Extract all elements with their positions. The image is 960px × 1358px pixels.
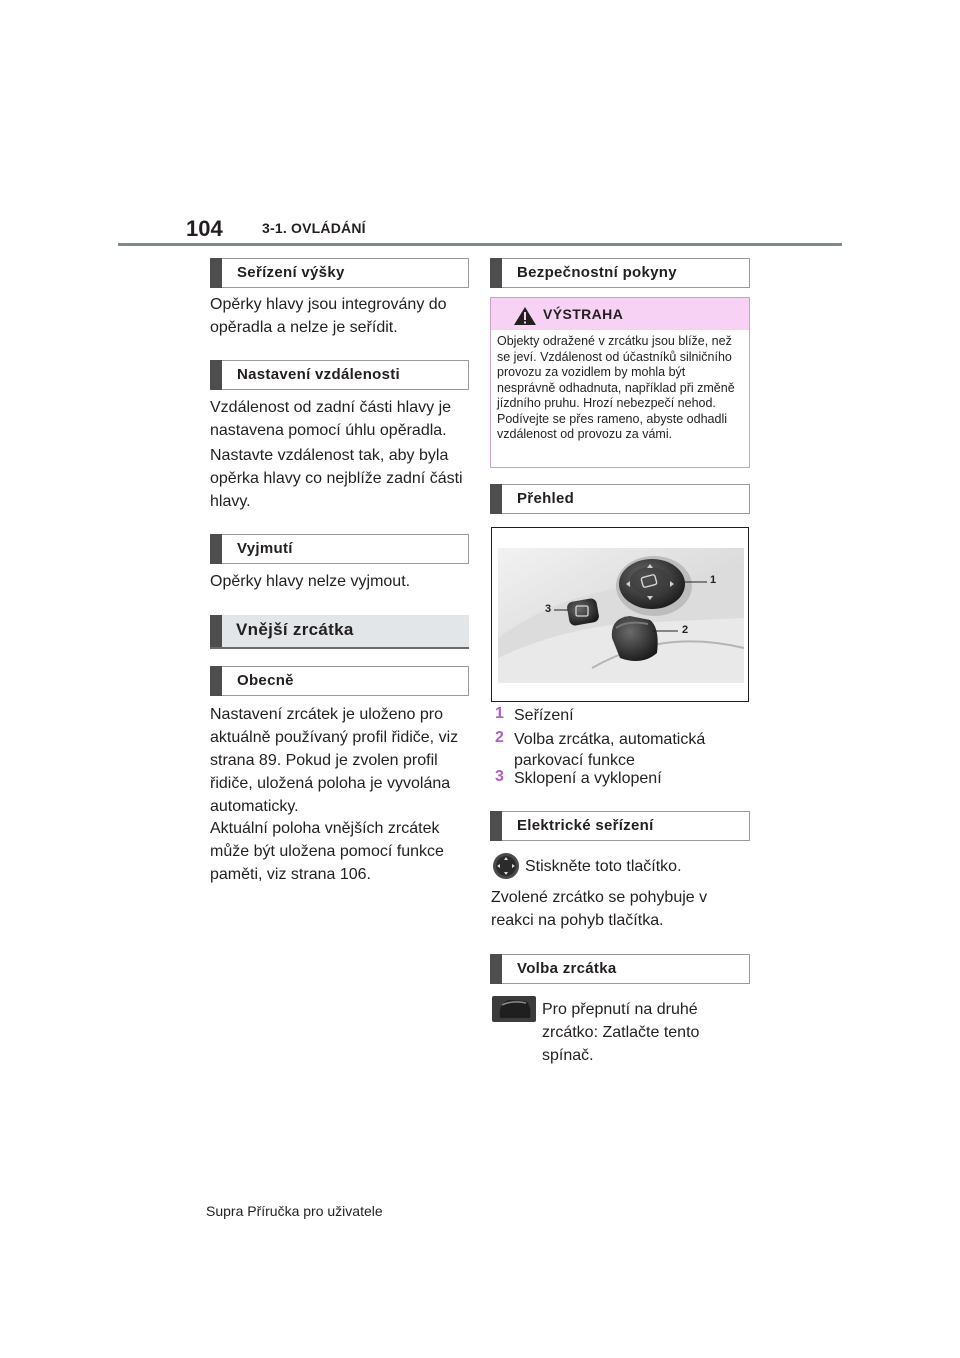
section-heading-vnější-zrcátka <box>210 615 469 649</box>
heading-label: Elektrické seřízení <box>517 817 654 834</box>
heading-volba-zrcátka <box>490 954 750 984</box>
heading-bar <box>490 258 502 288</box>
header-rule <box>118 243 842 246</box>
heading-label: Přehled <box>517 490 575 507</box>
page-number: 104 <box>186 216 223 241</box>
warning-box <box>490 297 750 468</box>
figure-label-3: 3 <box>545 603 552 615</box>
heading-bar <box>210 615 222 647</box>
paragraph: Opěrky hlavy jsou integrovány do opěradla a nelze je seřídit. <box>210 296 447 336</box>
heading-label: Bezpečnostní pokyny <box>517 264 677 281</box>
heading-label: Obecně <box>237 672 294 689</box>
list-number: 2 <box>495 729 504 746</box>
heading-label: Seřízení výšky <box>237 264 345 281</box>
heading-bar <box>210 534 222 564</box>
paragraph: Stiskněte toto tlačítko. <box>525 858 682 875</box>
warning-text: Objekty odražené v zrcátku jsou blíže, než se jeví. Vzdálenost od účastníků silničního provozu za vozidlem by mohla být nesprávně odhadnuta, například při změně jízdního pruhu. Hrozí nebezpečí nehod. Podívejte se přes rameno, abyste odhadli vzdálenost od provozu za vámi. <box>497 334 735 441</box>
warning-title: VÝSTRAHA <box>543 306 624 322</box>
heading-bar <box>210 666 222 696</box>
paragraph: Vzdálenost od zadní části hlavy je nastavena pomocí úhlu opěradla. <box>210 399 452 439</box>
footer-text: Supra Příručka pro uživatele <box>206 1203 383 1219</box>
mirror-controls-figure <box>491 527 749 702</box>
heading-elektrické-seřízení <box>490 811 750 841</box>
figure-label-1: 1 <box>710 574 717 586</box>
warning-triangle-icon <box>513 306 537 326</box>
heading-bar <box>210 360 222 390</box>
list-text: Volba zrcátka, automatická parkovací funkce <box>514 731 706 769</box>
heading-vyjmutí <box>210 534 469 564</box>
paragraph: Opěrky hlavy nelze vyjmout. <box>210 573 411 590</box>
list-number: 3 <box>495 768 504 785</box>
list-number: 1 <box>495 705 504 722</box>
heading-bar <box>210 258 222 288</box>
list-text: Sklopení a vyklopení <box>514 770 662 787</box>
paragraph: Aktuální poloha vnějších zrcátek může být uložena pomocí funkce paměti, viz strana 106. <box>210 820 444 883</box>
heading-seřízení-výšky <box>210 258 469 288</box>
heading-bezpečnostní-pokyny <box>490 258 750 288</box>
paragraph: Nastavte vzdálenost tak, aby byla opěrka hlavy co nejblíže zadní části hlavy. <box>210 447 463 510</box>
heading-bar <box>490 954 502 984</box>
mirror-selector-icon <box>492 996 536 1022</box>
paragraph: Pro přepnutí na druhé zrcátko: Zatlačte tento spínač. <box>542 1001 700 1064</box>
paragraph: Nastavení zrcátek je uloženo pro aktuálně používaný profil řidiče, viz strana 89. Pokud je zvolen profil řidiče, uložená poloha je vyvolána automaticky. <box>210 706 459 815</box>
chapter-title: 3-1. OVLÁDÁNÍ <box>262 220 366 236</box>
mirror-controls-illustration <box>492 528 748 701</box>
list-text: Seřízení <box>514 707 574 724</box>
heading-label: Nastavení vzdálenosti <box>237 366 401 383</box>
heading-bar <box>490 811 502 841</box>
heading-nastavení-vzdálenosti <box>210 360 469 390</box>
mirror-joystick-icon <box>492 852 520 880</box>
figure-label-2: 2 <box>682 624 689 636</box>
heading-obecně <box>210 666 469 696</box>
heading-bar <box>490 484 502 514</box>
heading-label: Vyjmutí <box>237 540 293 557</box>
heading-přehled <box>490 484 750 514</box>
paragraph: Zvolené zrcátko se pohybuje v reakci na pohyb tlačítka. <box>491 889 708 929</box>
heading-label: Volba zrcátka <box>517 960 617 977</box>
heading-label: Vnější zrcátka <box>236 620 354 639</box>
